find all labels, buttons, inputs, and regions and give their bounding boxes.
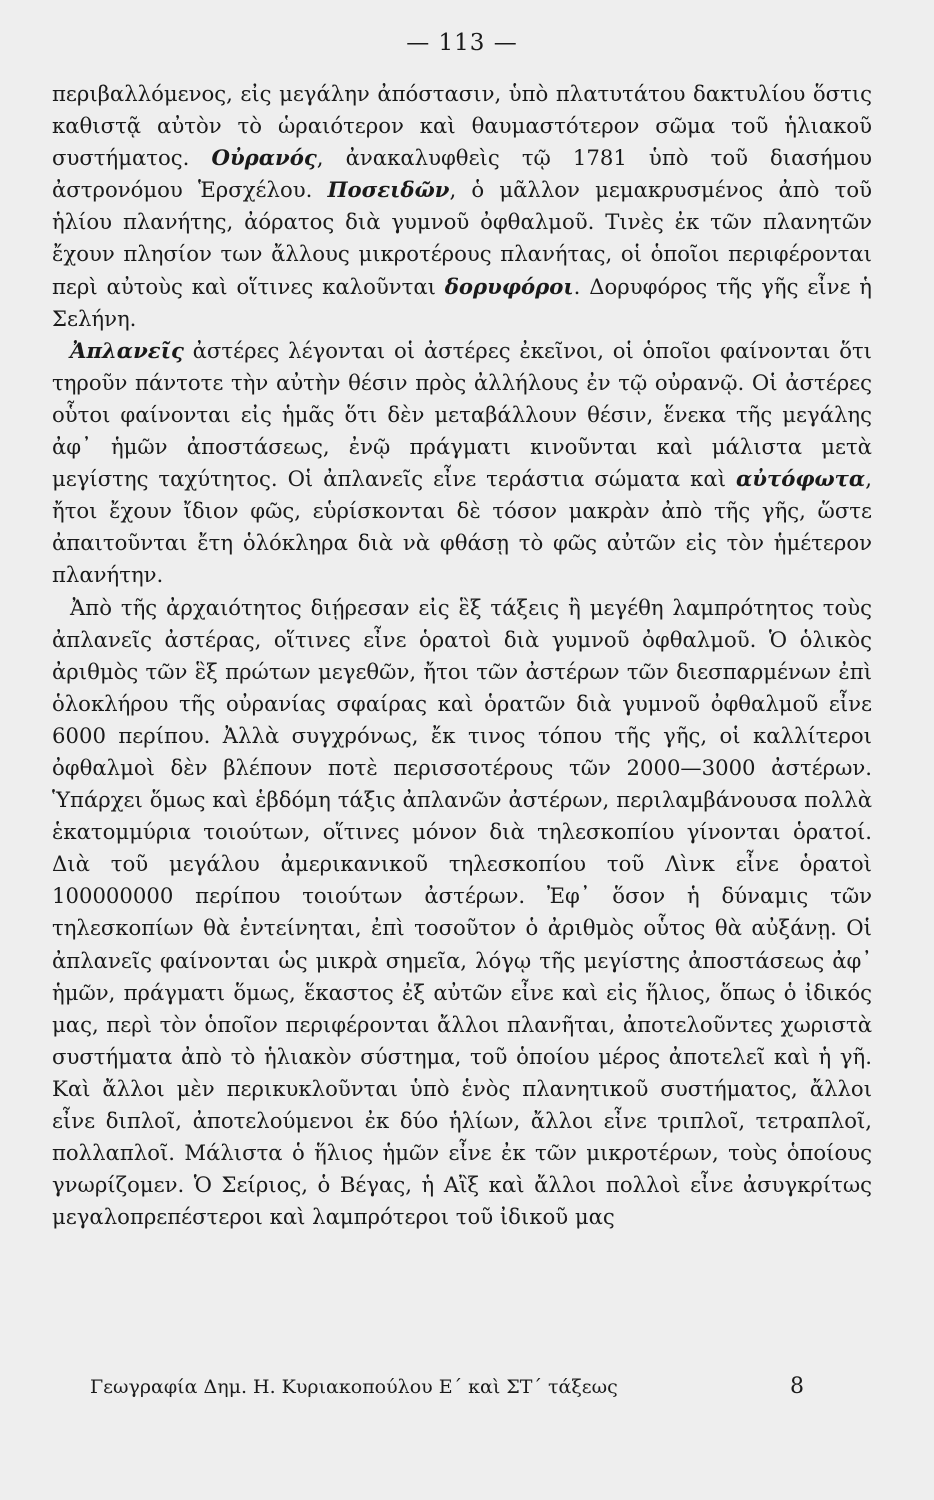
keyword-uranus: Οὐρανός xyxy=(211,145,317,171)
keyword-satellites: δορυφόροι xyxy=(444,273,574,299)
text-run: περιβαλλόμενος, εἰς μεγάλην ἀπόστασιν, ὑπὸ πλατυτάτου δακτυλίου ὅστις καθιστᾷ αὐτὸν τὸ ὡραιότερον καὶ θαυμαστότερον σῶμα τοῦ ἡλιακοῦ συστήματος. xyxy=(52,81,872,171)
text-run: , ἀνακαλυφθεὶς τῷ 1781 ὑπὸ τοῦ διασήμου ἀστρονόμου Ἑρσχέλου. xyxy=(52,145,872,203)
keyword-fixed-stars: Ἀπλανεῖς xyxy=(70,337,184,363)
sheet-number: 8 xyxy=(790,1374,804,1399)
paragraph-magnitudes: Ἀπὸ τῆς ἀρχαιότητος διῄρεσαν εἰς ἓξ τάξεις ἢ μεγέθη λαμπρότητος τοὺς ἀπλανεῖς ἀστέρας, οἵτινες εἶνε ὁρατοὶ διὰ γυμνοῦ ὀφθαλμοῦ. Ὁ ὁλικὸς ἀριθμὸς τῶν ἓξ πρώτων μεγεθῶν, ἤτοι τῶν ἀστέρων τῶν διεσπαρμένων ἐπὶ ὁλοκλήρου τῆς οὐρανίας σφαίρας καὶ ὁρατῶν διὰ γυμνοῦ ὀφθαλμοῦ εἶνε 6000 περίπου. Ἀλλὰ συγχρόνως, ἔκ τινος τόπου τῆς γῆς, οἱ καλλίτεροι ὀφθαλμοὶ δὲν βλέπουν ποτὲ περισσοτέρους τῶν 2000—3000 ἀστέρων. Ὑπάρχει ὅμως καὶ ἑβδόμη τάξις ἀπλανῶν ἀστέρων, περιλαμβάνουσα πολλὰ ἑκατομμύρια τοιούτων, οἵτινες μόνον διὰ τηλεσκοπίου γίνονται ὁρατοί. Διὰ τοῦ μεγάλου ἀμερικανικοῦ τηλεσκοπίου τοῦ Λὶνκ εἶνε ὁρατοὶ 100000000 περίπου τοιούτων ἀστέρων. Ἐφ᾽ ὅσον ἡ δύναμις τῶν τηλεσκοπίων θὰ ἐντείνηται, ἐπὶ τοσοῦτον ὁ ἀριθμὸς οὗτος θὰ αὐξάνῃ. Οἱ ἀπλανεῖς φαίνονται ὡς μικρὰ σημεῖα, λόγῳ τῆς μεγίστης ἀποστάσεως ἀφ᾽ ἡμῶν, πράγματι ὅμως, ἕκαστος ἐξ αὐτῶν εἶνε καὶ εἰς ἥλιος, ὅπως ὁ ἰδικός μας, περὶ τὸν ὁποῖον περιφέρονται ἄλλοι πλανῆται, ἀποτελοῦντες χωριστὰ συστήματα ἀπὸ τὸ ἡλιακὸν σύστημα, τοῦ ὁποίου μέρος ἀποτελεῖ καὶ ἡ γῆ. Καὶ ἄλλοι μὲν περικυκλοῦνται ὑπὸ ἑνὸς πλανητικοῦ συστήματος, ἄλλοι εἶνε διπλοῖ, ἀποτελούμενοι ἐκ δύο ἡλίων, ἄλλοι εἶνε τριπλοῖ, τετραπλοῖ, πολλαπλοῖ. Μάλιστα ὁ ἥλιος ἡμῶν εἶνε ἐκ τῶν μικροτέρων, τοὺς ὁποίους γνωρίζομεν. Ὁ Σείριος, ὁ Βέγας, ἡ Αἲξ καὶ ἄλλοι πολλοὶ εἶνε ἀσυγκρίτως μεγαλοπρεπέστεροι καὶ λαμπρότεροι τοῦ ἰδικοῦ μας xyxy=(52,594,872,1230)
keyword-neptune: Ποσειδῶν xyxy=(327,177,450,203)
text-run: , ἤτοι ἔχουν ἴδιον φῶς, εὑρίσκονται δὲ τόσον μακρὰν ἀπὸ τῆς γῆς, ὥστε ἀπαιτοῦνται ἔτη ὁλόκληρα διὰ νὰ φθάσῃ τὸ φῶς αὐτῶν εἰς τὸν ἡμέτερον πλανήτην. xyxy=(52,466,872,588)
keyword-self-luminous: αὐτόφωτα xyxy=(735,466,866,492)
page-footer xyxy=(90,1374,804,1399)
body-text xyxy=(52,78,872,1233)
paragraph-fixed-stars xyxy=(52,335,872,592)
text-run: . Δορυφόρος τῆς γῆς εἶνε ἡ Σελήνη. xyxy=(52,273,872,331)
book-title: Γεωγραφία Δημ. Η. Κυριακοπούλου Ε´ καὶ ΣΤ´ τάξεως xyxy=(90,1376,618,1398)
text-run: ἀστέρες λέγονται οἱ ἀστέρες ἐκεῖνοι, οἱ ὁποῖοι φαίνονται ὅτι τηροῦν πάντοτε τὴν αὐτὴν θέσιν πρὸς ἀλλήλους ἐν τῷ οὐρανῷ. Οἱ ἀστέρες οὗτοι φαίνονται εἰς ἡμᾶς ὅτι δὲν μεταβάλλουν θέσιν, ἕνεκα τῆς μεγάλης ἀφ᾽ ἡμῶν ἀποστάσεως, ἐνῷ πράγματι κινοῦνται καὶ μάλιστα μετὰ μεγίστης ταχύτητος. Οἱ ἀπλανεῖς εἶνε τεράστια σώματα καὶ xyxy=(52,337,872,492)
paragraph-planets xyxy=(52,78,872,335)
page-number: — 113 — xyxy=(406,30,518,56)
text-run: , ὁ μᾶλλον μεμακρυσμένος ἀπὸ τοῦ ἡλίου πλανήτης, ἀόρατος διὰ γυμνοῦ ὀφθαλμοῦ. Τινὲς ἐκ τῶν πλανητῶν ἔχουν πλησίον των ἄλλους μικροτέρους πλανήτας, οἱ ὁποῖοι περιφέρονται περὶ αὐτοὺς καὶ οἵτινες καλοῦνται xyxy=(52,177,873,299)
